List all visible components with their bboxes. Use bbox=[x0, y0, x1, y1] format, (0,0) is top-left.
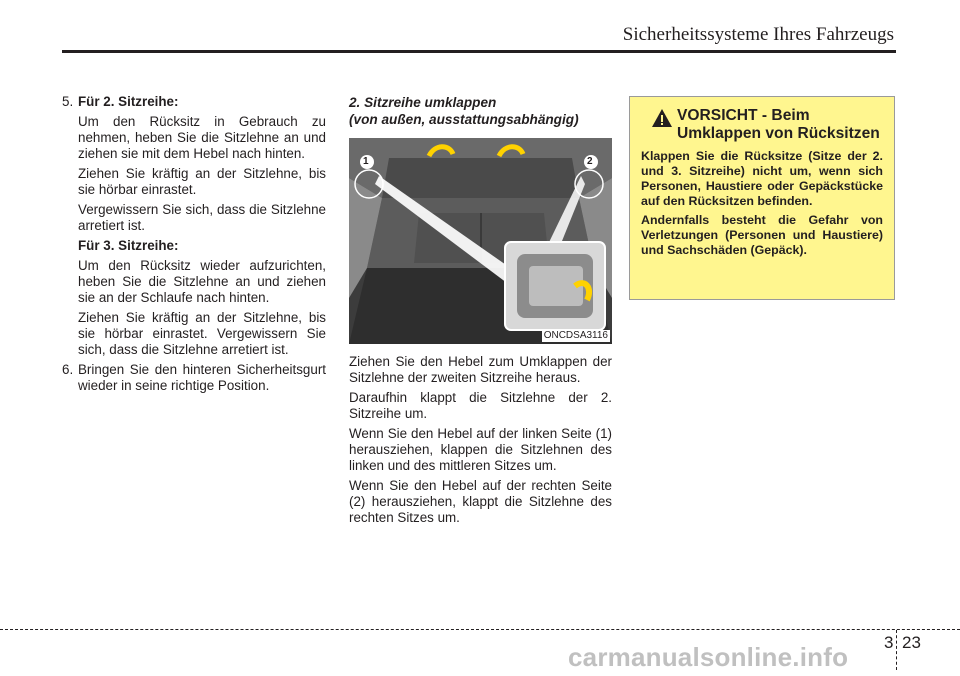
page-number: 23 bbox=[902, 633, 921, 652]
warning-title bbox=[641, 107, 883, 143]
header-rule bbox=[62, 50, 896, 53]
section-title-line1: 2. Sitzreihe umklappen bbox=[349, 95, 497, 110]
warning-box bbox=[629, 96, 895, 300]
section-title bbox=[349, 94, 612, 128]
paragraph: Vergewissern Sie sich, dass die Sitzlehne arretiert ist. bbox=[78, 202, 326, 233]
trunk-seat-photo bbox=[349, 138, 612, 344]
trunk-illustration bbox=[349, 138, 612, 344]
page-header-title: Sicherheitssysteme Ihres Fahrzeugs bbox=[622, 24, 894, 45]
paragraph: Andernfalls besteht die Gefahr von Verletzungen (Personen und Haustiere) und Sachschäden (Gepäck). bbox=[641, 213, 883, 257]
list-item-5 bbox=[62, 94, 326, 358]
marker-2: 2 bbox=[587, 156, 593, 167]
paragraph: Ziehen Sie den Hebel zum Umklappen der Sitzlehne der zweiten Sitzreihe heraus. bbox=[349, 354, 612, 385]
warning-text bbox=[641, 149, 883, 258]
left-column bbox=[62, 94, 326, 398]
paragraph: Ziehen Sie kräftig an der Sitzlehne, bis sie hörbar einrastet. Vergewissern Sie sich, dass die Sitzlehne arretiert ist. bbox=[78, 310, 326, 357]
chapter-number: 3 bbox=[884, 633, 894, 652]
watermark: carmanualsonline.info bbox=[568, 642, 849, 672]
warning-title-line1: VORSICHT - Beim bbox=[677, 107, 810, 124]
page-number-separator bbox=[896, 630, 897, 670]
paragraph: Um den Rücksitz wieder aufzurichten, heben Sie die Sitzlehne an und ziehen sie an der Schlaufe nach hinten. bbox=[78, 258, 326, 305]
marker-1: 1 bbox=[363, 156, 369, 167]
list-item-number: 6. bbox=[62, 362, 74, 377]
middle-column bbox=[349, 94, 612, 530]
subheading-row-2: Für 2. Sitzreihe: bbox=[78, 94, 179, 109]
paragraph: Ziehen Sie kräftig an der Sitzlehne, bis sie hörbar einrastet. bbox=[78, 166, 326, 197]
warning-triangle-icon bbox=[651, 108, 673, 128]
section-title-line2: (von außen, ausstattungsabhängig) bbox=[349, 112, 579, 127]
paragraph: Bringen Sie den hinteren Sicherheitsgurt wieder in seine richtige Position. bbox=[78, 362, 326, 393]
footer-rule bbox=[0, 629, 960, 630]
paragraph: Daraufhin klappt die Sitzlehne der 2. Sitzreihe um. bbox=[349, 390, 612, 421]
subheading-row-3: Für 3. Sitzreihe: bbox=[78, 238, 179, 253]
paragraph: Wenn Sie den Hebel auf der linken Seite (1) herausziehen, klappen die Sitzlehnen des linken und des mittleren Sitzes um. bbox=[349, 426, 612, 473]
photo-caption: ONCDSA3116 bbox=[543, 330, 608, 341]
list-item-number: 5. bbox=[62, 94, 74, 109]
paragraph: Um den Rücksitz in Gebrauch zu nehmen, heben Sie die Sitzlehne an und ziehen sie mit dem Hebel nach hinten. bbox=[78, 114, 326, 161]
list-item-6 bbox=[62, 362, 326, 394]
paragraph: Wenn Sie den Hebel auf der rechten Seite (2) herausziehen, klappt die Sitzlehne des rechten Sitzes um. bbox=[349, 478, 612, 525]
paragraph: Klappen Sie die Rücksitze (Sitze der 2. und 3. Sitzreihe) nicht um, wenn sich Personen, Haustiere oder Gepäckstücke auf den Rücksitzen befinden. bbox=[641, 149, 883, 208]
warning-title-line2: Umklappen von Rücksitzen bbox=[677, 125, 880, 142]
